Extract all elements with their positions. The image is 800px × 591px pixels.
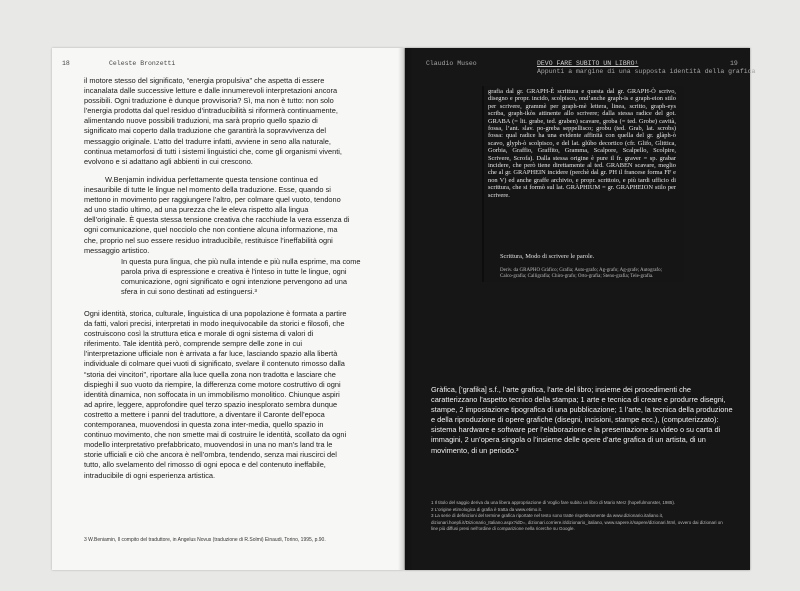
right-page-number: 19	[730, 60, 738, 67]
footnote-3: 3 La serie di definizioni del termine grafica riportate nel testo sono tratte rispettivamente da www.dizionario.italiano.it, dizionari.hoepli.it/Dizionario_Italiano.aspx?idD=, dizionari.corriere.it/dizionario_italiano, www.sapere.it/sapere/dizionari.html, ovvero dai dizionari on line più diffusi presi nell’ordine di comparizione nella ricerche su Google.	[431, 513, 723, 532]
grafica-definition: Gràfica, [’grafika] s.f., l’arte grafica, l’arte del libro; insieme dei procedimenti che caratterizzano l’aspetto tecnico della stampa; 1 arte e tecnica di creare e produrre disegni, stampe, 2 impostazione tipografica di una pubblicazione; 1 l’arte, la tecnica della produzione e della riproduzione di opere grafiche (disegni, incisioni, stampe ecc.), (computerizzato): sistema hardware e software per l’elaborazione e la presentazione su video o su carta di immagini, 2 un’opera singola o l’insieme delle opere d’arte grafica di un artista, di un movimento, di un periodo.³	[431, 385, 733, 455]
footnote-2: 2 L’origine etimologica di grafia è tratta da www.etimo.it.	[431, 506, 543, 512]
dictionary-entry-text: grafia dal gr. GRAPH-È scrittura e questa dal gr. GRAPH-Ò scrivo, disegno e propr. incido, scolpisco, ond’anche graph-is e graph-eion stilo per scrivere, grammè per graph-mè lettera, linea, scritto, graph-eys scriba, graph-ikòs attinente allo scrivere; dalla stessa radice del got. GRABA (= lit. grabe, ted. graben) scavare, groba (= ted. Grobe) cavità, fossa, l’ant. slav. po-greba seppellisco; grobu (ted. Grab, lat. scrobs) fossa: qual radice ha una evidente affinità con quella del gr. glàph-ò scavo, glyph-ò scolpisco, e del lat. glúbo decortico (cfr. Glifo, Glittica, Gorbia, Graffio, Graffito, Gramma, Scalpore, Scalpello, Scolpire, Scrivere, Scrofa). Dalla stessa origine è pure il fr. graver = sp. grabar incidere, che però tiene direttamente al ted. GRABEN scavare, meglio che al gr. GRAPHEIN incidere (perchè dal gr. PH il francese forma FF e non V) ed anche graffe archivio, e propr. scrittoio, e più tardi ufficio di scrittura, che si formò sul lat. GRÀPHIUM = gr. GRAPHEION stilo per scrivere.	[488, 88, 676, 199]
left-page-author: Celeste Bronzetti	[109, 60, 176, 67]
dictionary-entry-final: Scrittura, Modo di scrivere le parole.	[500, 253, 595, 260]
left-footnote: 3 W.Beniamin, Il compito del traduttore, in Angelus Novus (traduzione di R.Solmi) Einaudi, Torino, 1995, p.90.	[84, 537, 326, 543]
dictionary-derivations: Deriv. da GRAPHO Gràfico; Grafia; Auto-grafo; Ag-grafo; Ag-grafe; Autografo; Calco-grafia; Calligrafia; Chiro-grafo; Orto-grafia; Steno-grafia; Tele-grafia.	[500, 268, 662, 279]
body-paragraph-1: il motore stesso del significato, “energia propulsiva” che aspetta di essere incanalata dalle successive letture e dalle innumerevoli interpretazioni ancora possibili. Ogni traduzione è dunque provvisoria? Sì, ma non è tutto: non solo l’energia prodotta dal quel residuo d’intraducibilità si riformerà continuamente, alimentando nuove possibili traduzioni, ma sarà proprio quello spazio di significato mai coperto dalla traduzione che garantirà la sopravvivenza del messaggio originale. L’atto del tradurre infatti, avviene in seno alla naturale, continua metamorfosi di tutti i sistemi linguistici che, come gli organismi viventi, evolvono e si adattano agli abbienti in cui crescono.	[84, 76, 342, 166]
block-quote: In questa pura lingua, che più nulla intende e più nulla esprime, ma come parola priva di espressione e creativa è l’inteso in tutte le lingue, ogni comunicazione, ogni significato e ogni intenzione pervengono ad una sfera in cui sono destinati ad estinguersi.³	[121, 257, 361, 297]
body-paragraph-2: W.Benjamin individua perfettamente questa tensione continua ed inesauribile di tutte le lingue nel momento della traduzione. Esse, quando si mettono in movimento per raggiungere l’altro, per colmare quel vuoto, tendono ad uno stadio ultimo, ad una purezza che le eleva rispetto alla lingua dell’originale. È questa stessa tensione creativa che racchiude la vera essenza di ogni comunicazione, quel nocciolo che non contiene alcuna informazione, ma che, proprio nel suo essere residuo intraducibile, restituisce l’ineffabilità ogni messaggio artistico.	[84, 175, 350, 255]
body-paragraph-3: Ogni identità, storica, culturale, linguistica di una popolazione è formata a partire da fatti, valori precisi, interpretati in modo inequivocabile da storici e filosofi, che costruiscono così la struttura etica e morale di ogni sistema di valori di riferimento. Tale identità però, comprende sempre delle zone in cui l’interpretazione ufficiale non è arrivata a far luce, lasciando spazio alla libertà individuale di colmare quei vuoti di significato, svelare il contenuto rimosso dalla “storia dei vincitori”, riportare alla luce quella zona non tradotta e lasciare che dispieghi il suo vuoto da riempire, la differenza come motore costruttivo di ogni identità dinamica, non soffocata in un immobilismo monolitico. Chiunque aspiri ad aprire, leggere, approfondire quel terzo spazio inesplorato sembra dunque costretto a mettere i panni del traduttore, a diventare il Caronte dell’epoca contemporanea, muovendosi in questa zona inter-media, quello spazio in continuo movimento, che non smette mai di costruire le identità, scollato da ogni modello interpretativo prefabbricato, muovendosi in una no man’s land tra le storie ufficiali e ciò che ancora è nell’ombra, tendendo, senza mai riuscirci del tutto, allo svelamento del rimosso di ogni epoca e del contenuto ineffabile, intraducibile di ogni esperienza artistica.	[84, 309, 347, 480]
right-page-subtitle: Appunti a margine di una supposta identità della grafica	[537, 68, 756, 75]
right-footnotes	[431, 500, 731, 533]
left-page-number: 18	[62, 60, 70, 67]
book-gutter	[398, 48, 412, 570]
right-page-author: Claudio Museo	[426, 60, 477, 67]
footnote-1: 1 Il titolo del saggio deriva da una libera appropriazione di Voglio fare subito un libro di Mario Merz (hopefulmonster, 1985).	[431, 500, 676, 505]
right-page-title: DEVO FARE SUBITO UN LIBRO¹	[537, 60, 639, 67]
